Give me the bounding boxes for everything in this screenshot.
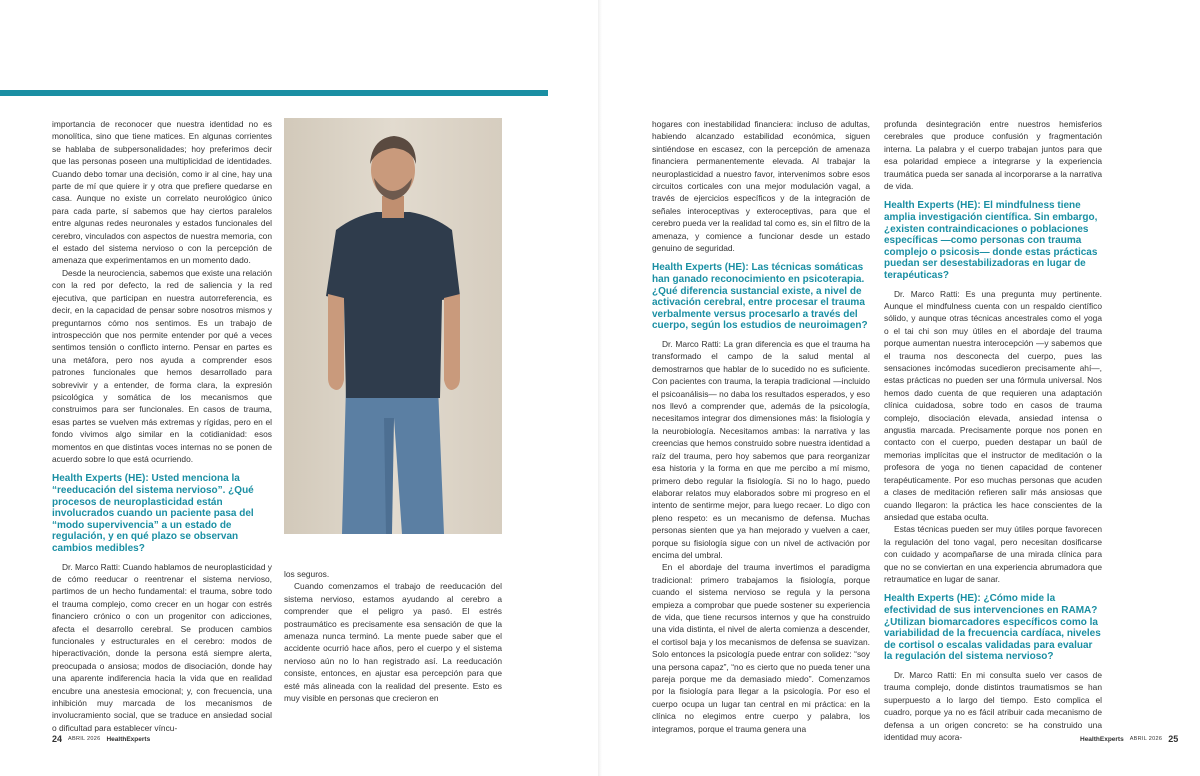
paragraph: Desde la neurociencia, sabemos que existe una relación con la red por defecto, la red de saliencia y la red ejecutiva, que participan en nuestra autorreferencia, es decir, en la capacidad de pensar sobre nosotros mismos y preguntarnos cómo nos sentimos. Es un trabajo de introspección que nos permite entender por qué a veces sentimos tensión o conflicto interno. Pensar en partes es una metáfora, pero nos ayuda a comprender esos patrones funcionales que hemos desarrollado para sobrevivir y a entender, de forma clara, la expresión psicológica y somática de los mecanismos que construimos para ser funcionales. En casos de trauma, esas partes se vuelven más extremas y rígidas, pero en el fondo vivimos algo similar en la cotidianidad: esos momentos en que distintas voces internas no se ponen de acuerdo sobre lo que está ocurriendo.	[52, 267, 272, 464]
accent-bar	[0, 90, 548, 96]
interview-question: Health Experts (HE): ¿Cómo mide la efectividad de sus intervenciones en RAMA? ¿Utilizan biomarcadores específicos como la variabilidad de la frecuencia cardíaca, niveles de cortisol o escalas validadas para evaluar la regulación del sistema nervioso?	[884, 593, 1101, 663]
page-number-right: 25	[1168, 734, 1179, 744]
portrait-photo	[284, 118, 502, 534]
paragraph: Estas técnicas pueden ser muy útiles porque favorecen la regulación del tono vagal, pero necesitan dosificarse con cuidado y acompañarse de una mirada clínica para que no se conviertan en una experiencia abrumadora que retraumatice en lugar de sanar.	[884, 524, 1102, 584]
issue-date-left: ABRIL 2026	[68, 736, 101, 742]
paragraph: Dr. Marco Ratti: La gran diferencia es que el trauma ha transformado el campo de la salud mental al demostrarnos que hablar de lo sucedido no es suficiente. Con pacientes con trauma, la terapia tradicional —incluido el psicoanálisis— no daba los resultados esperados, y eso nos llevó a comprender que, además de la psicología, necesitamos integrar dos dimensiones más: la fisiología y la neurobiología. Necesitamos ambas: la narrativa y las creencias que hemos construido sobre nuestra identidad a raíz del trauma, pero hoy sabemos que para reorganizar esa historia y la forma en que me percibo a mí mismo, primero debo regular la fisiología. Si no lo hago, puedo elaborar relatos muy elaborados sobre mi progreso en el intento de sentirme mejor, para luego recaer. Lo digo con pleno respeto: es un mecanismo de defensa. Muchas personas sienten que ya han mejorado y vuelven a caer, porque su fisiología sigue con un nivel de activación por encima del umbral.	[652, 339, 870, 560]
paragraph: En el abordaje del trauma invertimos el paradigma tradicional: primero trabajamos la fisiología, porque cuando el sistema nervioso se regula y la persona empieza a comprobar que puede sostener su experiencia de vida, que tiene recursos internos y que ha construido una vida distinta, el nivel de alerta comienza a descender, el cortisol baja y los mecanismos de defensa se suavizan. Solo entonces la psicología puede entrar con solidez: “soy una persona capaz”, “no es cierto que no pueda tener una pareja porque me da demasiado miedo”. Comenzamos por la fisiología para llegar a la psicología. Por eso el cuerpo ocupa un lugar tan central en mi práctica: en la clínica no elegimos entre cuerpo y palabra, los integramos, porque el trauma genera una	[652, 562, 870, 734]
interview-question: Health Experts (HE): El mindfulness tiene amplia investigación científica. Sin embargo, ¿existen contraindicaciones o poblaciones específicas —como personas con trauma complejo o psicosis— donde estas prácticas puedan ser desestabilizadoras en lugar de terapéuticas?	[884, 200, 1098, 281]
paragraph: Cuando comenzamos el trabajo de reeducación del sistema nervioso, estamos ayudando al cerebro a comprender que el peligro ya pasó. El estrés postraumático es precisamente esa sensación de que la amenaza nunca terminó. La mente puede saber que el accidente ocurrió hace años, pero el cuerpo y el sistema nervioso aún no lo han registrado así. La reeducación consiste, entonces, en ajustar esa percepción para que esté más alineada con la realidad del presente. Esto es muy visible en personas que crecieron en	[284, 581, 502, 704]
page-number-left: 24	[52, 734, 63, 744]
footer-right	[1080, 734, 1178, 744]
issue-date-right: ABRIL 2026	[1129, 736, 1163, 742]
paragraph: importancia de reconocer que nuestra identidad no es monolítica, sino que tiene matices. En algunas corrientes se hablaba de subpersonalidades; hoy preferimos decir que las personas poseen una multiplicidad de identidades. Cuando debo tomar una decisión, como ir al cine, hay una parte de mí que quiere ir y otra que prefiere quedarse en casa. Aunque no existe un correlato neurológico único para cada parte, sí sabemos que hay ciertos paralelos entre algunas redes neuronales y estados funcionales del cerebro, vinculados con aspectos de nuestra memoria, con el estado del sistema nervioso o con la percepción de amenaza que experimentamos en un momento dado.	[52, 119, 272, 266]
interview-question: Health Experts (HE): Usted menciona la “reeducación del sistema nervioso”. ¿Qué procesos de neuroplasticidad están involucrados cuando un paciente pasa del “modo supervivencia” a un estado de regulación, y en qué plazo se observan cambios medibles?	[52, 473, 254, 554]
paragraph: Dr. Marco Ratti: En mi consulta suelo ver casos de trauma complejo, donde distintos traumatismos se han superpuesto a lo largo del tiempo. Esto complica el cuadro, porque ya no es fácil atribuir cada mecanismo de defensa a un origen concreto: se ha construido una identidad muy acora-	[884, 669, 1102, 742]
paragraph: los seguros.	[284, 569, 330, 579]
brand-right: HealthExperts	[1080, 735, 1124, 743]
column-4	[884, 118, 1102, 742]
page-gutter	[598, 0, 602, 776]
paragraph: hogares con inestabilidad financiera: incluso de adultas, habiendo alcanzado estabilidad económica, siguen sintiéndose en escasez, con la percepción de amenaza financiera permanentemente elevada. Al trabajar la neuroplasticidad a nuestro favor, intervenimos sobre esos circuitos corticales con una mejor modulación vagal, a través de ejercicios específicos y de la integración de señales interoceptivas y exteroceptivas, para que el cerebro pueda ver la realidad tal como es, sin el filtro de la amenaza, y comience a funcionar desde un estado genuino de seguridad.	[652, 119, 870, 254]
footer-left	[52, 734, 150, 744]
portrait-illustration	[284, 118, 502, 534]
interview-question: Health Experts (HE): Las técnicas somáticas han ganado reconocimiento en psicoterapia. ¿Qué diferencia sustancial existe, a nivel de activación cerebral, entre procesar el trauma verbalmente versus procesarlo a través del cuerpo, según los estudios de neuroimagen?	[652, 262, 868, 332]
column-1	[52, 118, 272, 733]
paragraph: profunda desintegración entre nuestros hemisferios cerebrales que produce confusión y fragmentación interna. La palabra y el cuerpo trabajan juntos para que esa polaridad empiece a integrarse y la experiencia traumática pueda ser sanada al incorporarse a la narrativa de vida.	[884, 119, 1102, 192]
paragraph: Dr. Marco Ratti: Cuando hablamos de neuroplasticidad y de cómo reeducar o reentrenar el sistema nervioso, partimos de un hecho fundamental: el trauma, sobre todo el trauma complejo, como crecer en un hogar con estrés financiero crónico o con un progenitor con adicciones, afecta el desarrollo cerebral. Se producen cambios funcionales y estructurales en el cerebro: modos de hiperactivación, donde la persona está siempre alerta, preocupada o ansiosa; modos de disociación, donde hay una aparente indiferencia hacia la vida que en realidad encubre una anestesia emocional; y, con frecuencia, una inhibición muy marcada de los mecanismos de involucramiento social, que se traduce en ansiedad social o dificultad para establecer víncu-	[52, 561, 272, 733]
column-3	[652, 118, 870, 734]
column-2	[284, 568, 502, 704]
paragraph: Dr. Marco Ratti: Es una pregunta muy pertinente. Aunque el mindfulness cuenta con un respaldo científico sólido, y aunque otras técnicas ancestrales como el yoga o el tai chi son muy útiles en el abordaje del trauma porque aumentan nuestra interocepción —y sabemos que el trauma nos desconecta del cuerpo, pues las sensaciones incómodas sucedieron precisamente ahí—, estas prácticas no pueden ser una fórmula universal. Nos hemos dado cuenta de que requieren una adaptación clínica cuidadosa, sobre todo en casos de trauma complejo, disociación elevada, ansiedad intensa o angustia marcada. Precisamente porque nos ponen en contacto con el cuerpo, pueden destapar un baúl de memorias implícitas que el instructor de meditación o la profesora de yoga no tienen capacidad de contener terapéuticamente. Por eso muchas personas que acuden a clases de meditación refieren salir más ansiosas que cuando llegaron: la práctica les hace conscientes de la ansiedad que estaba oculta.	[884, 288, 1102, 522]
brand-left: HealthExperts	[106, 735, 151, 743]
